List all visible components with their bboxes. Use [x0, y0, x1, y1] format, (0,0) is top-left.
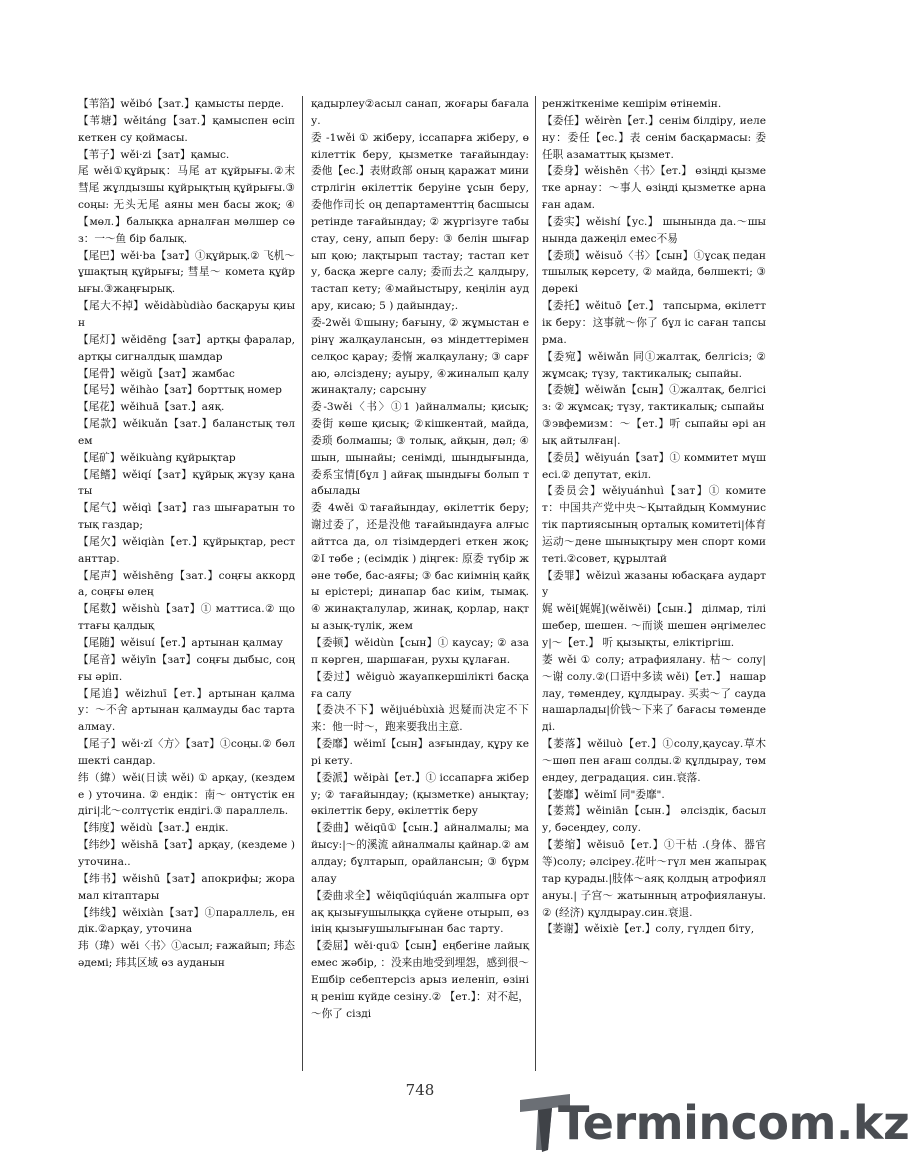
dictionary-entry: 【委顿】wěidùn【сын】① каусау; ② азап көрген, шаршаған, рухы құлаған. — [311, 637, 529, 666]
logo-text: Termincom.kz — [558, 1096, 909, 1150]
dictionary-entry: 【委决不下】wěijuébùxià 迟疑而决定不下来：他一时～，跑来要我出主意. — [311, 704, 529, 734]
dictionary-entry: 【委员会】wěiyuánhuì【зат】① комитет：中国共产党中央～Қытайдың Коммунистік партиясының орталық комитеті|体育运动～дене шынықтыру мен спорт комитеті.②совет, құрылтай — [542, 485, 766, 565]
dictionary-entry: 【委派】wěipài【ет.】① іссапарға жіберу; ② тағайындау; (қызметке) анықтау; өкілеттік беру, өкілеттік беру — [311, 771, 529, 818]
dictionary-entry: 【纬线】wěixiàn【зат】①параллель, ендік.②арқау, уточина — [78, 906, 295, 936]
dictionary-entry: 【尾欠】wěiqiàn【ет.】құйрықтар, рестанттар. — [78, 535, 295, 565]
dictionary-entry: 【萎缩】wěisuō【ет.】①干枯 .(身体、器官等)солу; әлсіреу.花叶～гүл мен жапырақтар қурады.|肢体～аяқ қолдың атрофиялануы.| 子宫～ жатынның атрофиялануы. ② (经济) құлдырау.син.衰退. — [542, 839, 766, 919]
dictionary-entry: 娓 wěi[娓娓](wěiwěi)【сын.】 ділмар, тілі шебер, шешен. ～而谈 шешен әңгімелесу|～【ет.】 听 қызықты, еліктіргіш. — [542, 603, 766, 649]
dictionary-entry: 【纬书】wěishū【зат】апокрифы; жорамал кітаптары — [78, 872, 295, 902]
dictionary-entry: 【萎靡】wěimǐ 同"委靡". — [542, 788, 665, 801]
dictionary-entry: 【尾款】wěikuǎn【зат.】баланстық төлем — [78, 418, 295, 447]
dictionary-entry: 【尾数】wěishù【зат】① маттиса.② щоттағы қалдық — [78, 603, 295, 633]
dictionary-entry: 【委琐】wěisuǒ〈书〉【сын】①ұсақ педантшылық көрсету, ② майда, бөлшекті; ③дөрекі — [542, 249, 766, 296]
dictionary-entry: 尾 wěi①құйрық：马尾 ат құйрығы.②末 彗尾 жұлдызшы құйрықтың құйрығы.③соңы: 无头无尾 аяны мен басы жоқ; ④ 【мөл.】балықка арналған мөлшер сөз：一～鱼 бір балық. — [78, 165, 295, 245]
dictionary-entry: 【苇子】wěi·zi【зат】қамыс. — [78, 148, 230, 161]
dictionary-entry: 【委过】wěiguò жауапкершілікті басқаға салу — [311, 670, 529, 700]
column-left — [78, 96, 295, 1066]
termincom-logo — [518, 1092, 909, 1154]
dictionary-entry: 纬（緯）wěi(日读 wěi) ① арқау, (кездеме ) уточина. ② ендік：南～ онтүстік ендігі|北～солтүстік ендігі.③ параллель. — [78, 771, 295, 818]
dictionary-entry: 【萎蔫】wěiniān【сын.】 әлсіздік, басылу, бәсеңдеу, солу. — [542, 805, 766, 835]
dictionary-entry: 【苇箔】wěibó【зат.】қамысты перде. — [78, 98, 285, 110]
dictionary-entry: 委-2wěi ①шыну; бағыну, ② жұмыстан ерінү жалқаулансын, өз міндеттерімен селқос қарау; 委惰 жалқаулану; ③ сарғаю, әлсіздену; ауыру, ④жиналып қалу жинақталу; сарсыну — [311, 316, 529, 397]
dictionary-entry: ренжіткеніме кешірім өтінемін. — [542, 98, 722, 110]
dictionary-entry: 【尾音】wěiyīn【зат】соңғы дыбыс, соңғы әріп. — [78, 653, 295, 683]
column-divider — [302, 96, 303, 1071]
dictionary-entry: 【尾巴】wěi·ba【зат】①құйрық.② 飞机～ ұшақтың құйрығы; 彗星～ комета құйрығы.③жаңғырық. — [78, 249, 295, 296]
dictionary-entry: 委 -1wěi ① жіберу, іссапарға жіберу, өкілеттік беру, қызметке тағайындау: 委他【ес.】表财政部 оның қаражат министрлігін өкілеттік беруіне ұсын беру, 委他作司长 оң департаменттің басшысы ретінде тағайындау; ② жүргізуге табыстау, сену, апып беру: ③ белін шығарып қою; лақтырып тастау; тастап кету, басқа жерге салу; 委而去之 қалдыру, тастап кету; ④майыстыру, кеңілін аудару, кисаю; 5 ) дайындау;. — [311, 131, 529, 313]
dictionary-entry: 【委婉】wěiwǎn【сын】①жалтақ, белгісіз: ② жұмсақ; түзу, тактикалық; сыпайы — [542, 384, 766, 414]
dictionary-entry: 【尾号】wěihào【зат】борттық номер — [78, 384, 282, 397]
dictionary-entry: 【纬纱】wěishā【зат】арқау, (кездеме ) уточина.. — [78, 839, 295, 868]
dictionary-entry: 【委员】wěiyuán【зат】① коммитет мүшесі.② депутат, екіл. — [542, 451, 766, 481]
dictionary-entry: 【萎谢】wěixiè【ет.】солу, гүлдеп біту, — [542, 923, 755, 936]
dictionary-entry: 【苇塘】wěitáng【зат.】қамыспен өсіп кеткен су қоймасы. — [78, 114, 295, 144]
dictionary-entry: 【委身】wěishēn〈书〉【ет.】 өзіңді қызметке арнау：～事人 өзіңді қызметке арнаған адам. — [542, 165, 766, 212]
dictionary-entry: 玮（瑋）wěi〈书〉①асыл; ғажайып; 玮态 әдемі; 玮其区域 өз ауданын — [78, 940, 295, 970]
dictionary-entry: 【委任】wěirèn【ет.】сенім білдіру, иелену：委任【ес.】表 сенім басқармасы: 委任职 азаматтық қызмет. — [542, 114, 766, 161]
dictionary-entry: 【尾矿】wěikuàng құйрықтар — [78, 451, 236, 464]
dictionary-entry: 委 4wěi ①тағайындау, өкілеттік беру; 谢过委了，还是没他 тағайындауға алғыс айттса да, ол тізімдердегі еткен жоқ; ②I төбе ; (есімдік ) діңгек: 原委 түбір және төбе, бас-аяғы; ③ бас киімнің қайқы ерістері; динапар бас киім, тымақ. ④ жинақталулар, жинақ, қорлар, нақты азық-түлік, жем — [311, 502, 529, 633]
column-right — [542, 96, 766, 1066]
dictionary-entry: 【委实】wěishí【ус.】 шынында да.～шынында дажеңіл емес不易 — [542, 215, 766, 245]
dictionary-entry: ③эвфемизм：～【ет.】听 сыпайы әрі анық айтылған|. — [542, 418, 766, 447]
page-number: 748 — [405, 1081, 435, 1099]
dictionary-entry: 【委托】wěituō【ет.】 тапсырма, өкілеттік беру：这事就～你了 бұл іс саған тапсырма. — [542, 300, 766, 346]
dictionary-entry: 【尾骨】wěigǔ【зат】жамбас — [78, 367, 235, 380]
dictionary-entry: 【尾灯】wěidēng【зат】артқы фаралар, артқы сигналдық шамдар — [78, 333, 295, 363]
column-middle — [311, 96, 529, 1066]
dictionary-entry: 【萎落】wěiluò【ет.】①солу,қаусау.草木～шөп пен ағаш солды.② құлдырау, төмендеу, деградация. син.衰落. — [542, 738, 766, 784]
dictionary-entry: 【委曲求全】wěiqūqiúquán жалпыға ортақ қызығушылыққа сүйене отырып, өзінің қызығушылығынан бас тарту. — [311, 889, 529, 936]
dictionary-entry: 【尾气】wěiqì【зат】газ шығаратын тотық газдар; — [78, 502, 295, 532]
dictionary-entry: 萎 wěi ① солу; атрафиялану. 枯～ солу|～谢 солу.②(口语中多读 wěi)【ет.】 нашарлау, төмендеу, құлдырау. 买卖～了 сауда нашарлады|价钱～下来了 бағасы төмендеді. — [542, 653, 766, 734]
dictionary-entry: 【委宛】wěiwǎn 同①жалтақ, белгісіз; ②жұмсақ; түзу, тактикалық; сыпайы. — [542, 350, 766, 380]
dictionary-entry: 【委屈】wěi·qu①【сын】еңбегіне лайық емес жәбір, ：没来由地受到埋怨，感到很～Ешбір себептерсіз арыз иеленіп, өзінің реніш күйде сезіну.② 【ет.】：对不起，～你了 сізді — [311, 940, 529, 1020]
dictionary-entry: 【尾花】wěihuā【зат.】аяқ. — [78, 401, 225, 414]
dictionary-entry: 【委靡】wěimǐ【сын】азғындау, құру кері кету. — [311, 738, 529, 767]
dictionary-entry: қадырлеу②асыл санап, жоғары бағалау. — [311, 98, 529, 127]
dictionary-entry: 【尾声】wěishēng【зат.】соңғы аккорда, соңғы өлең — [78, 569, 295, 599]
dictionary-entry: 【尾随】wěisuí【ет.】артынан қалмау — [78, 637, 283, 649]
column-divider — [535, 96, 536, 1071]
dictionary-entry: 【尾鳍】wěiqí【зат】құйрық жүзу қанаты — [78, 468, 295, 498]
dictionary-entry: 【尾子】wěi·zǐ〈方〉【зат】①соңы.② бөлшекті сандар. — [78, 738, 295, 767]
dictionary-entry: 【尾大不掉】wěidàbùdiào басқаруы қиын — [78, 300, 295, 329]
dictionary-entry: 【委曲】wěiqū①【сын.】айналмалы; майысу:|～的溪流 айналмалы қайнар.② амалдау; бұлтарып, орайлансын; ③ бұрмалау — [311, 822, 529, 885]
dictionary-entry: 【尾追】wěizhuī【ет.】артынан қалмау：～不舍 артынан қалмауды бас тарта алмау. — [78, 687, 295, 734]
dictionary-entry: 【纬度】wěidù【зат.】ендік. — [78, 822, 229, 835]
dictionary-entry: 【委罪】wěizuì жазаны юбасқаға аударту — [542, 569, 766, 599]
dictionary-entry: 委-3wěi〈书〉①1 )айналмалы; қисық; 委街 көше қисық; ②кішкентай, майда, 委琐 болмашы; ③ толық, айқын, дәл; ④шын, шынайы; сенімді, шындығында, 委系宝情[бұл ] айғақ шындығы болып табылады — [311, 401, 529, 498]
